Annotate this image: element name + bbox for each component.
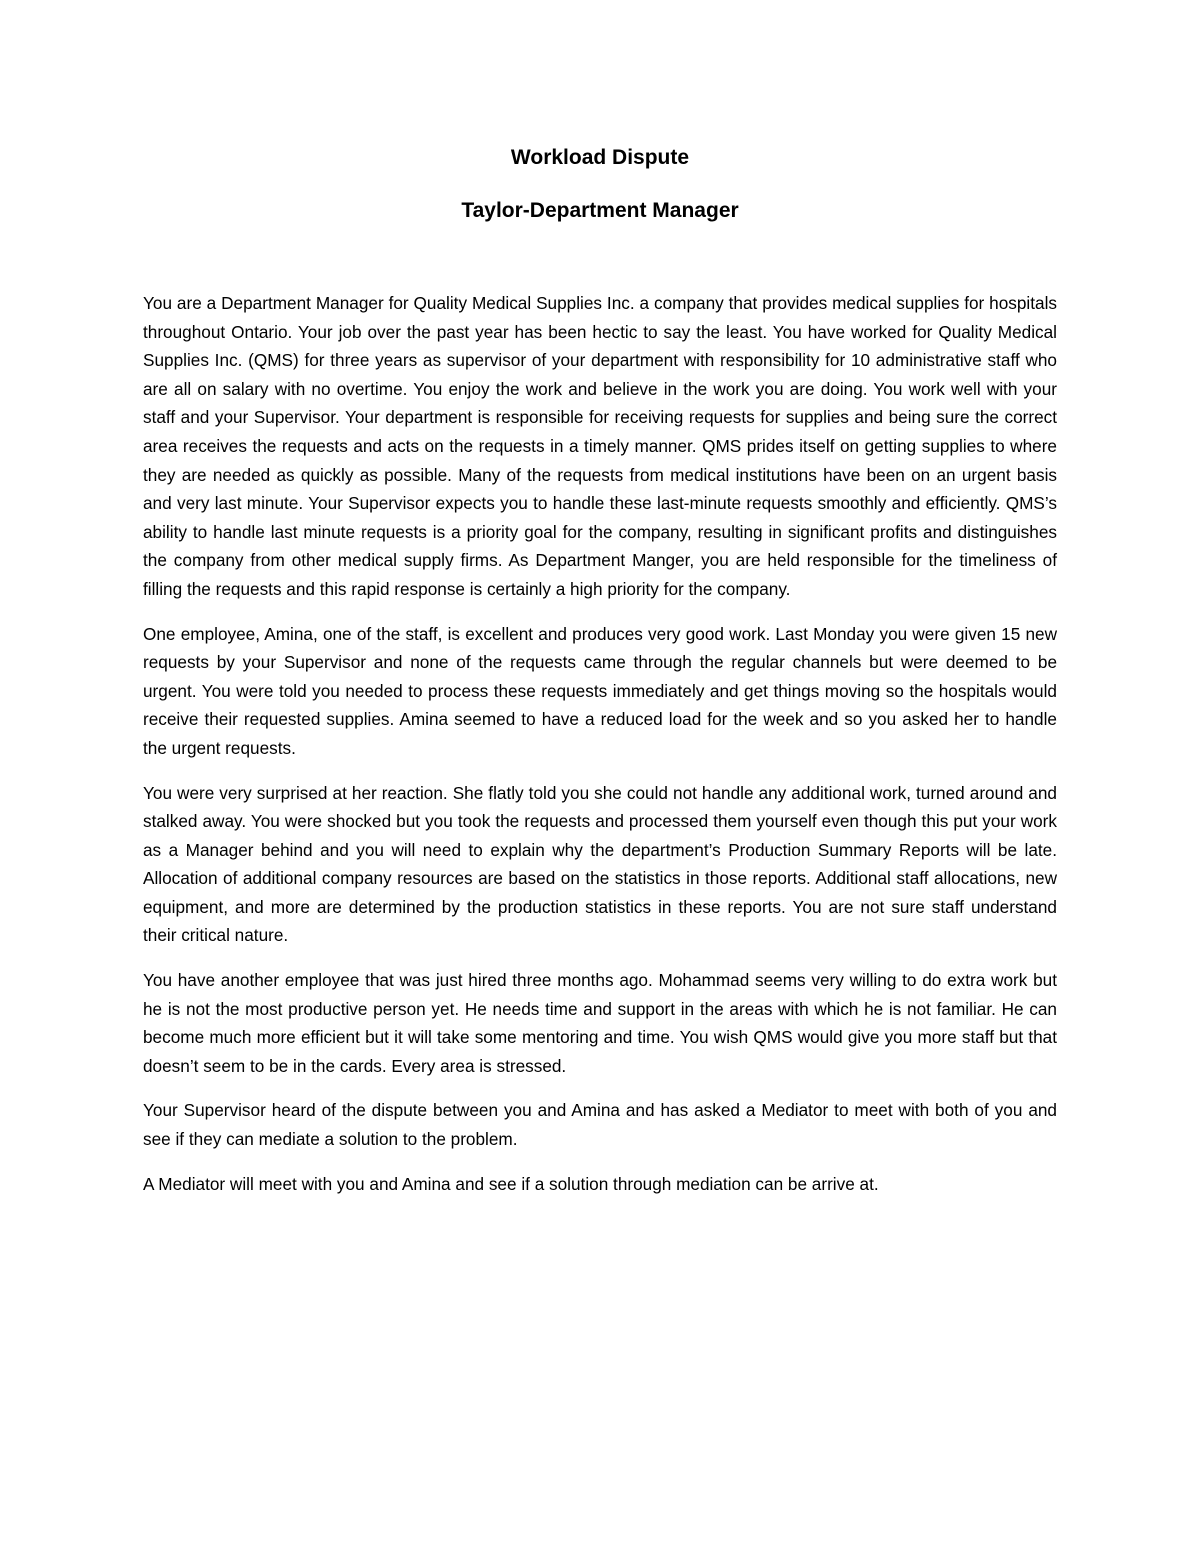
paragraph-mohammad: You have another employee that was just hired three months ago. Mohammad seems very willing to do extra work but he is not the most productive person yet. He needs time and support in the areas with which he is not familiar. He can become much more efficient but it will take some mentoring and time. You wish QMS would give you more staff but that doesn’t seem to be in the cards. Every area is stressed. [143, 970, 1057, 1076]
paragraph-amina-reaction: You were very surprised at her reaction. She flatly told you she could not handle any additional work, turned around and stalked away. You were shocked but you took the requests and processed them yourself even though this put your work as a Manager behind and you will need to explain why the department’s Production Summary Reports will be late. Allocation of additional company resources are based on the statistics in those reports. Additional staff allocations, new equipment, and more are determined by the production statistics in these reports. You are not sure staff understand their critical nature. [143, 782, 1057, 946]
document-subtitle: Taylor-Department Manager [461, 199, 739, 222]
paragraph-role-description: You are a Department Manager for Quality Medical Supplies Inc. a company that provides medical supplies for hospitals throughout Ontario. Your job over the past year has been hectic to say the least. You have worked for Quality Medical Supplies Inc. (QMS) for three years as supervisor of your department with responsibility for 10 administrative staff who are all on salary with no overtime. You enjoy the work and believe in the work you are doing. You work well with your staff and your Supervisor. Your department is responsible for receiving requests for supplies and being sure the correct area receives the requests and acts on the requests in a timely manner. QMS prides itself on getting supplies to where they are needed as quickly as possible. Many of the requests from medical institutions have been on an urgent basis and very last minute. Your Supervisor expects you to handle these last-minute requests smoothly and efficiently. QMS’s ability to handle last minute requests is a priority goal for the company, resulting in significant profits and distinguishes the company from other medical supply firms. As Department Manger, you are held responsible for the timeliness of filling the requests and this rapid response is certainly a high priority for the company. [143, 293, 1057, 599]
paragraph-amina-request: One employee, Amina, one of the staff, is excellent and produces very good work. Last Monday you were given 15 new requests by your Supervisor and none of the requests came through the regular channels but were deemed to be urgent. You were told you needed to process these requests immediately and get things moving so the hospitals would receive their requested supplies. Amina seemed to have a reduced load for the week and so you asked her to handle the urgent requests. [143, 623, 1057, 758]
document-title: Workload Dispute [510, 146, 690, 169]
paragraph-supervisor-mediator: Your Supervisor heard of the dispute between you and Amina and has asked a Mediator to meet with both of you and see if they can mediate a solution to the problem. [143, 1100, 1057, 1150]
paragraph-mediation-meeting: A Mediator will meet with you and Amina and see if a solution through mediation can be arrive at. [143, 1173, 879, 1194]
document-body [143, 289, 1057, 1214]
